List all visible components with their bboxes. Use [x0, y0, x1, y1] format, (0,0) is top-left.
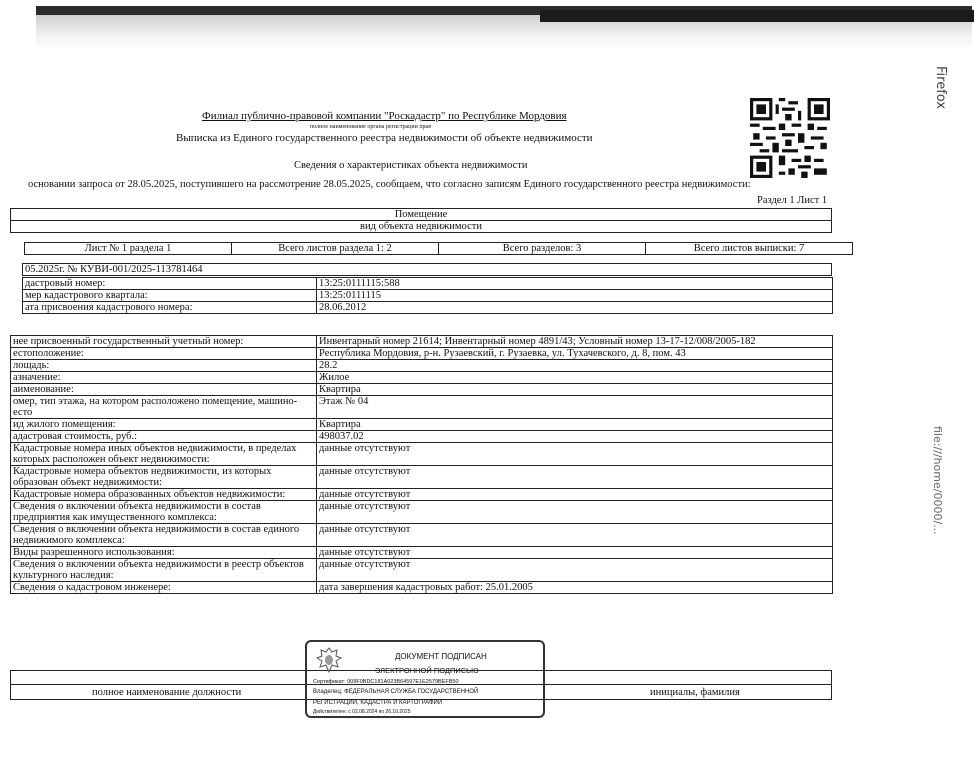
table-row: [11, 360, 833, 372]
object-type-caption: вид объекта недвижимости: [11, 221, 832, 233]
row-label: нее присвоенный государственный учетный номер:: [11, 336, 317, 348]
table-row: [23, 278, 833, 290]
scan-top-edge: [540, 10, 974, 22]
coat-of-arms-icon: [315, 646, 343, 676]
table-row: [11, 547, 833, 559]
signature-left-line: [10, 670, 11, 699]
row-label: Кадастровые номера объектов недвижимости, из которых образован объект недвижимости:: [11, 466, 317, 489]
object-type: Помещение: [11, 209, 832, 221]
row-label: ата присвоения кадастрового номера:: [23, 302, 317, 314]
row-label: Сведения о включении объекта недвижимости в состав единого недвижимого комплекса:: [11, 524, 317, 547]
stamp-line1: ДОКУМЕНТ ПОДПИСАН: [395, 652, 487, 661]
stamp-line2: ЭЛЕКТРОННОЙ ПОДПИСЬЮ: [375, 666, 479, 675]
row-label: аименование:: [11, 384, 317, 396]
table-row: [11, 336, 833, 348]
table-row: [11, 431, 833, 443]
stamp-certificate: Сертификат: 009F0BDC181A023B64597E1E2579BEFB50: [313, 679, 459, 685]
total-sheets-section: Всего листов раздела 1: 2: [232, 243, 439, 255]
total-sections: Всего разделов: 3: [439, 243, 646, 255]
row-value: Этаж № 04: [317, 396, 833, 419]
row-value: Квартира: [317, 384, 833, 396]
side-url-label: file:///home/0000/...: [931, 426, 944, 535]
row-value: данные отсутствуют: [317, 547, 833, 559]
row-value: 13:25:0111115: [317, 290, 833, 302]
table-row: [11, 524, 833, 547]
qr-code-icon: [750, 98, 830, 178]
extract-title: Выписка из Единого государственного реестра недвижимости об объекте недвижимости: [176, 132, 593, 144]
row-label: омер, тип этажа, на котором расположено помещение, машино- есто: [11, 396, 317, 419]
row-label: мер кадастрового квартала:: [23, 290, 317, 302]
stamp-owner-1: Владелец: ФЕДЕРАЛЬНАЯ СЛУЖБА ГОСУДАРСТВЕННОЙ: [313, 689, 479, 695]
row-label: Виды разрешенного использования:: [11, 547, 317, 559]
table-row: [11, 559, 833, 582]
row-value: Жилое: [317, 372, 833, 384]
stamp-owner-2: РЕГИСТРАЦИИ, КАДАСТРА И КАРТОГРАФИИ: [313, 700, 443, 706]
cadastral-table: [22, 277, 833, 314]
row-value: 498037.02: [317, 431, 833, 443]
stamp-valid: Действителен: с 02.08.2024 по 26.10.2025: [313, 709, 411, 715]
side-app-label: Firefox: [933, 66, 948, 110]
row-label: Сведения о кадастровом инженере:: [11, 582, 317, 594]
table-row: [11, 489, 833, 501]
row-value: 13:25:0111115:588: [317, 278, 833, 290]
table-row: [23, 290, 833, 302]
table-row: [11, 466, 833, 489]
table-row: [23, 302, 833, 314]
section-title: Сведения о характеристиках объекта недвижимости: [294, 160, 528, 171]
row-value: данные отсутствуют: [317, 489, 833, 501]
row-value: данные отсутствуют: [317, 466, 833, 489]
sheet-number: Лист № 1 раздела 1: [25, 243, 232, 255]
row-label: Кадастровые номера иных объектов недвижимости, в пределах которых расположен объект недвижимости:: [11, 443, 317, 466]
row-label: адастровая стоимость, руб.:: [11, 431, 317, 443]
organization-caption: полное наименование органа регистрации прав: [310, 124, 432, 130]
table-row: [11, 384, 833, 396]
e-signature-stamp: [305, 640, 545, 718]
row-value: дата завершения кадастровых работ: 25.01.2005: [317, 582, 833, 594]
object-type-table: [10, 208, 832, 233]
table-row: [11, 419, 833, 431]
table-row: [11, 582, 833, 594]
total-sheets-extract: Всего листов выписки: 7: [646, 243, 853, 255]
row-label: азначение:: [11, 372, 317, 384]
row-value: Республика Мордовия, р-н. Рузаевский, г. Рузаевка, ул. Тухачевского, д. 8, пом. 43: [317, 348, 833, 360]
basis-text: основании запроса от 28.05.2025, поступившего на рассмотрение 28.05.2025, сообщаем, что согласно записям Единого государственного реестра недвижимости:: [28, 179, 751, 190]
table-row: [11, 372, 833, 384]
sheet-info-table: [24, 242, 853, 255]
table-row: [11, 501, 833, 524]
row-value: Инвентарный номер 21614; Инвентарный номер 4891/43; Условный номер 13-17-12/008/2005-182: [317, 336, 833, 348]
row-value: данные отсутствуют: [317, 501, 833, 524]
row-value: данные отсутствуют: [317, 559, 833, 582]
characteristics-table: [10, 335, 833, 594]
row-value: 28.2: [317, 360, 833, 372]
position-caption: полное наименование должности: [92, 687, 242, 698]
doc-number-table: [22, 263, 832, 276]
initials-caption: инициалы, фамилия: [650, 687, 740, 698]
razdel-label: Раздел 1 Лист 1: [757, 195, 828, 206]
signature-right-line: [831, 670, 832, 699]
row-label: ид жилого помещения:: [11, 419, 317, 431]
row-label: Сведения о включении объекта недвижимости в реестр объектов культурного наследия:: [11, 559, 317, 582]
row-value: данные отсутствуют: [317, 524, 833, 547]
row-value: 28.06.2012: [317, 302, 833, 314]
row-label: дастровый номер:: [23, 278, 317, 290]
table-row: [11, 443, 833, 466]
doc-number: 05.2025г. № КУВИ-001/2025-113781464: [23, 264, 832, 276]
row-value: данные отсутствуют: [317, 443, 833, 466]
table-row: [11, 348, 833, 360]
row-label: Кадастровые номера образованных объектов недвижимости:: [11, 489, 317, 501]
row-label: Сведения о включении объекта недвижимости в состав предприятия как имущественного комплекса:: [11, 501, 317, 524]
organization-name: Филиал публично-правовой компании "Роскадастр" по Республике Мордовия: [202, 110, 567, 122]
row-value: Квартира: [317, 419, 833, 431]
row-label: лощадь:: [11, 360, 317, 372]
table-row: [11, 396, 833, 419]
row-label: естоположение:: [11, 348, 317, 360]
